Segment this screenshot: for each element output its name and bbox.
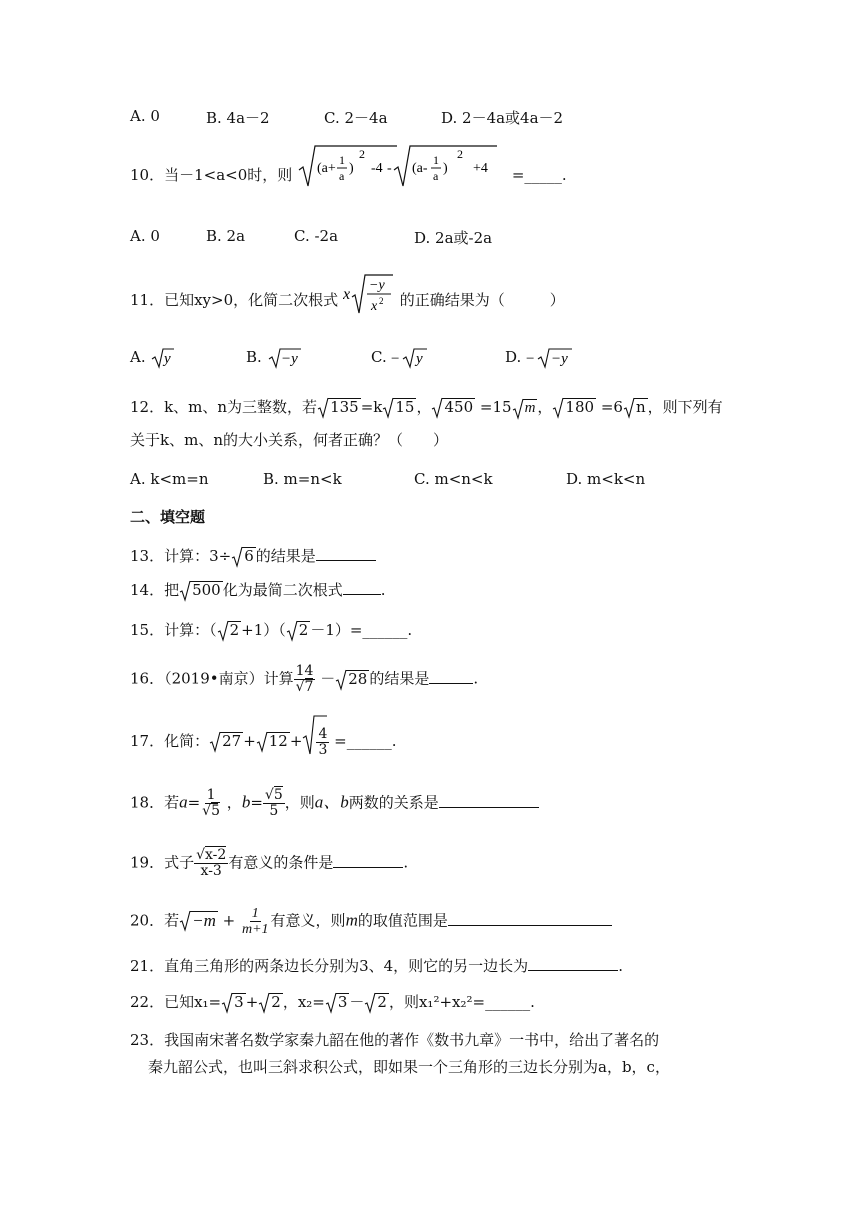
question-22 — [130, 992, 535, 1012]
q18-b-numerator: √5 — [264, 787, 283, 803]
q16-numerator: 14 — [295, 663, 314, 679]
radical-sign-icon — [179, 911, 191, 931]
question-15 — [130, 620, 412, 640]
svg-text:-4: -4 — [371, 161, 383, 176]
q11-a-radical — [150, 347, 176, 369]
svg-text:−: − — [526, 351, 535, 367]
question-19 — [130, 848, 408, 879]
q11-option-d: D. − −y — [505, 347, 574, 369]
question-14 — [130, 580, 386, 600]
q15-tail: －1）=______. — [310, 621, 413, 639]
q20-numerator: 1 — [251, 906, 259, 921]
q20-radicand: −m — [190, 911, 218, 929]
radical-sign-icon — [217, 621, 229, 641]
q13-answer-blank[interactable] — [316, 546, 376, 561]
q20-denominator: m+1 — [241, 922, 269, 937]
q16-period: . — [473, 669, 479, 688]
svg-text:2: 2 — [378, 296, 384, 306]
q18-answer-blank[interactable] — [439, 793, 539, 808]
radical-sign-icon — [286, 621, 298, 641]
radical-sign-icon — [179, 581, 191, 601]
svg-text:−: − — [391, 351, 400, 367]
q20-stem: 20．若 — [130, 911, 180, 930]
q12-option-c: C. m<n<k — [414, 470, 493, 488]
q9-option-c: C. 2－4a — [324, 109, 388, 127]
q14-stem: 14．把 — [130, 581, 180, 599]
q18-var-b: b — [241, 792, 251, 812]
q15-mid: +1）（ — [241, 621, 286, 639]
q22-radicand-3: 3 — [336, 993, 350, 1011]
q14-radicand: 500 — [190, 581, 223, 599]
q16-radicand: 28 — [346, 670, 369, 688]
q22-radicand-4: 2 — [375, 993, 389, 1011]
q17-fraction — [316, 727, 329, 758]
q18-a-numerator: 1 — [206, 787, 216, 803]
svg-text:(a-: (a- — [412, 161, 428, 176]
q17-plus-1: + — [243, 732, 256, 750]
svg-text:+4: +4 — [473, 161, 488, 176]
q9-option-b: B. 4a－2 — [206, 109, 270, 127]
q22-mid: ，x₂= — [282, 993, 325, 1011]
q17-tail: =______. — [334, 732, 397, 750]
q11-d-radical — [526, 347, 574, 369]
question-16 — [130, 664, 478, 695]
radical-sign-icon — [431, 398, 443, 418]
q17-stem: 17．化简： — [130, 732, 210, 750]
q10-tail: =_____. — [511, 166, 567, 184]
q12-radicand-n: n — [634, 398, 648, 416]
q10-stem: 10．当－1<a<0时，则 — [130, 166, 293, 184]
q10-option-a: A. 0 — [130, 227, 160, 245]
svg-text:1: 1 — [339, 153, 346, 167]
q22-stem: 22．已知x₁= — [130, 993, 222, 1011]
q17-radicand-27: 27 — [220, 732, 243, 750]
q18-a-den-radicand: 5 — [211, 803, 221, 819]
q15-radicand-2: 2 — [297, 621, 311, 639]
q12-radicand-450: 450 — [442, 398, 475, 416]
svg-text:−y: −y — [368, 278, 385, 293]
radical-sign-icon — [317, 398, 329, 418]
q16-denominator: √7 — [295, 679, 314, 695]
q18-var-a: a — [179, 792, 188, 812]
q16-minus: － — [320, 669, 336, 688]
q16-answer-blank[interactable] — [429, 669, 473, 684]
q22-radicand-2: 2 — [269, 993, 283, 1011]
question-17 — [130, 726, 396, 758]
q11-stem: 11．已知xy>0，化简二次根式 — [130, 291, 339, 309]
svg-text:x: x — [342, 286, 351, 303]
q17-plus-2: + — [289, 732, 303, 750]
q18-stem: 18．若 — [130, 793, 180, 812]
q11-tail: 的正确结果为（ ） — [399, 291, 565, 309]
question-12-line-1 — [130, 397, 723, 417]
q19-num-radicand: x-2 — [205, 847, 227, 863]
q14-answer-blank[interactable] — [343, 580, 381, 595]
q18-b-denominator: 5 — [269, 803, 279, 819]
q9-option-a: A. 0 — [130, 107, 160, 125]
q12-radicand-15: 15 — [393, 398, 416, 416]
q18-mid: ，则 — [284, 793, 315, 812]
q11-option-c: C. − y — [371, 347, 429, 369]
q21-period: . — [618, 957, 623, 975]
q13-radicand: 6 — [242, 547, 256, 565]
q12-option-b: B. m=n<k — [263, 470, 342, 488]
radical-sign-icon — [231, 547, 243, 567]
svg-text:2: 2 — [359, 147, 366, 161]
q12-comma: ， — [537, 398, 553, 416]
q18-eq-1: = — [187, 793, 201, 812]
radical-sign-icon — [325, 993, 337, 1013]
q12-eq-6: =6 — [600, 398, 623, 416]
q17-denominator: 3 — [318, 741, 328, 758]
q19-fraction — [194, 848, 228, 879]
q18-vars-ab: a、b — [314, 792, 349, 812]
q14-period: . — [380, 581, 386, 599]
q20-plus: + — [222, 911, 236, 930]
q22-minus: － — [349, 993, 365, 1011]
radical-sign-icon — [221, 993, 233, 1013]
question-18 — [130, 788, 539, 819]
q19-tail: 有意义的条件是 — [228, 853, 334, 872]
q10-option-d: D. 2a或-2a — [414, 229, 493, 247]
question-21 — [130, 956, 623, 976]
svg-text:-: - — [387, 161, 392, 176]
question-23-line-1: 23．我国南宋著名数学家秦九韶在他的著作《数书九章》一书中，给出了著名的 — [130, 1031, 660, 1049]
q20-fraction — [240, 906, 271, 937]
q18-eq-2: = — [250, 793, 263, 812]
q20-var-m: m — [345, 910, 358, 930]
question-20 — [130, 906, 612, 937]
svg-text:(a+: (a+ — [317, 161, 336, 176]
q11-option-a: A. y — [130, 347, 176, 369]
radical-sign-icon — [382, 398, 394, 418]
q16-stem: 16．（2019•南京）计算 — [130, 669, 294, 688]
q22-plus: + — [245, 993, 259, 1011]
q22-tail: ，则x₁²+x₂²=______. — [388, 993, 535, 1011]
svg-text:−y: −y — [280, 351, 298, 367]
q12-comma: ， — [416, 398, 432, 416]
question-23-line-2: 秦九韶公式，也叫三斜求积公式，即如果一个三角形的三边长分别为a，b，c， — [148, 1058, 670, 1076]
q10-option-b: B. 2a — [206, 227, 246, 245]
q20-answer-blank[interactable] — [448, 911, 612, 926]
question-12-line-2: 关于k、m、n的大小关系，何者正确？（ ） — [130, 431, 448, 449]
q13-stem: 13．计算：3÷ — [130, 547, 232, 565]
q12-option-a: A. k<m=n — [130, 470, 209, 488]
svg-text:1: 1 — [433, 153, 440, 167]
q17-radicand-12: 12 — [267, 732, 290, 750]
question-13 — [130, 546, 376, 566]
radical-sign-icon — [258, 993, 270, 1013]
radical-sign-icon — [209, 732, 221, 752]
q15-radicand-1: 2 — [228, 621, 242, 639]
section-heading-fill-in: 二、填空题 — [130, 508, 206, 526]
q12-radicand-135: 135 — [328, 398, 361, 416]
q12-eq-k: =k — [360, 398, 383, 416]
q12-eq-15: =15 — [479, 398, 512, 416]
svg-text:): ) — [349, 161, 354, 176]
radical-sign-icon — [364, 993, 376, 1013]
q12-radicand-m: m — [523, 399, 538, 417]
q16-tail: 的结果是 — [369, 669, 430, 688]
q16-den-radicand: 7 — [304, 679, 314, 695]
svg-text:−y: −y — [551, 351, 568, 367]
q18-fraction-b — [263, 788, 285, 819]
question-11 — [130, 278, 565, 317]
q21-stem: 21．直角三角形的两条边长分别为3、4，则它的另一边长为 — [130, 957, 529, 975]
q22-radicand-1: 3 — [232, 993, 246, 1011]
q19-denominator: x-3 — [200, 863, 222, 879]
q18-fraction-a — [200, 788, 222, 819]
q12-radicand-180: 180 — [563, 398, 596, 416]
q18-comma: ， — [226, 793, 242, 812]
q11-b-radical — [267, 347, 303, 369]
q10-option-c: C. -2a — [294, 227, 339, 245]
q19-period: . — [403, 853, 409, 872]
svg-text:y: y — [164, 351, 172, 367]
q9-option-d: D. 2－4a或4a－2 — [441, 109, 564, 127]
svg-text:x: x — [370, 299, 378, 314]
svg-text:a: a — [339, 169, 345, 183]
q11-c-radical — [391, 347, 429, 369]
q19-answer-blank[interactable] — [333, 853, 403, 868]
q14-tail: 化为最简二次根式 — [222, 581, 343, 599]
radical-sign-icon — [256, 732, 268, 752]
q20-tail: 的取值范围是 — [357, 911, 448, 930]
radical-sign-icon — [552, 398, 564, 418]
q16-fraction — [294, 664, 316, 695]
svg-text:2: 2 — [457, 147, 464, 161]
q20-mid: 有意义，则 — [270, 911, 346, 930]
q12-stem: 12．k、m、n为三整数，若 — [130, 398, 318, 416]
radical-sign-icon — [623, 398, 635, 418]
q11-option-b: B. −y — [246, 347, 303, 369]
svg-text:y: y — [416, 351, 424, 367]
q15-stem: 15．计算：（ — [130, 621, 217, 639]
svg-text:a: a — [433, 169, 439, 183]
q19-numerator: √x-2 — [196, 847, 227, 863]
q18-b-num-radicand: 5 — [273, 787, 283, 803]
q18-tail: 两数的关系是 — [348, 793, 439, 812]
q10-radical-expression — [297, 142, 507, 192]
q11-radical-expression — [343, 271, 395, 317]
radical-sign-icon — [335, 670, 347, 690]
q17-numerator: 4 — [318, 725, 328, 742]
q12-option-d: D. m<k<n — [566, 470, 646, 488]
q12-tail: ，则下列有 — [647, 398, 723, 416]
q19-stem: 19．式子 — [130, 853, 195, 872]
svg-text:): ) — [443, 161, 448, 176]
radical-sign-icon — [512, 399, 524, 419]
q18-a-denominator: √5 — [202, 803, 221, 819]
q21-answer-blank[interactable] — [528, 956, 618, 971]
q13-tail: 的结果是 — [255, 547, 316, 565]
question-10 — [130, 147, 567, 192]
